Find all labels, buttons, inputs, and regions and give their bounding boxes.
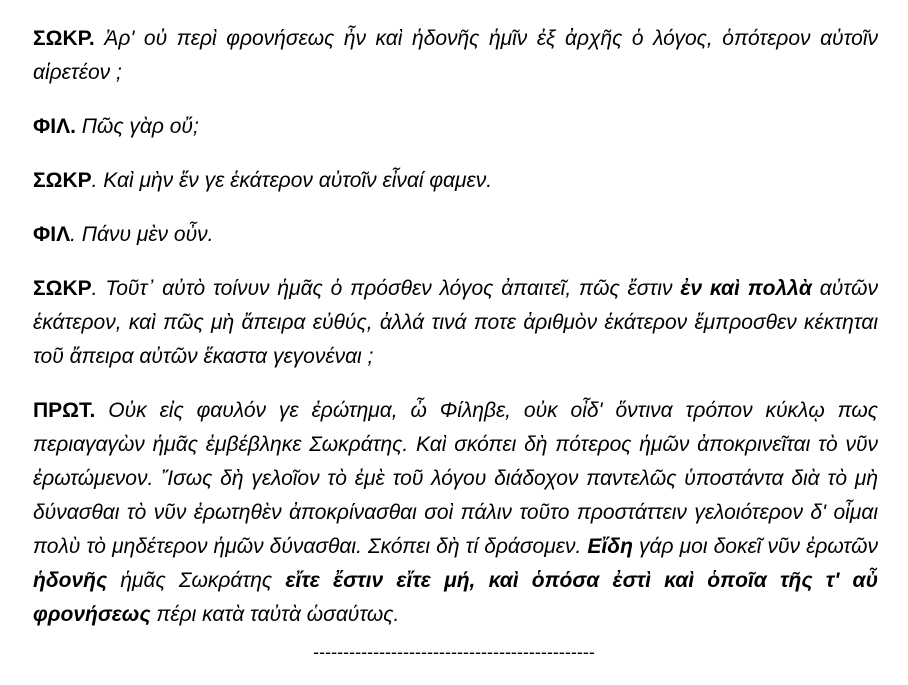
dialogue-text: . Πάνυ μὲν οὖν. xyxy=(70,223,214,246)
dialogue-paragraph xyxy=(33,394,878,632)
dialogue-paragraph xyxy=(33,272,878,374)
dialogue-text: . Τοῦτ᾽ αὐτὸ τοίνυν ἡμᾶς ὁ πρόσθεν λόγος ἀπαιτεῖ, πῶς ἔστιν xyxy=(91,277,681,300)
emphasis-text: ἡδονῆς xyxy=(33,569,108,592)
dialogue-text: Πῶς γὰρ οὔ; xyxy=(75,115,199,138)
separator-line: ----------------------------------------------- xyxy=(313,642,595,662)
speaker-name: ΦΙΛ. xyxy=(33,115,76,138)
emphasis-text: ἐν καὶ πολλὰ xyxy=(680,277,812,300)
dialogue-text: Οὐκ εἰς φαυλόν γε ἐρώτημα, ὦ Φίληβε, οὐκ οἶδ' ὅντινα τρόπον κύκλῳ πως περιαγαγὼν ἡμᾶς ἐμβέβληκε Σωκράτης. Καὶ σκόπει δὴ πότερος ἡμῶν ἀποκρινεῖται τὸ νῦν ἐρωτώμενον. Ἴσως δὴ γελοῖον τὸ ἐμὲ τοῦ λόγου διάδοχον παντελῶς ὑποστάντα διὰ τὸ μὴ δύνασθαι τὸ νῦν ἐρωτηθὲν ἀποκρίνασθαι σοὶ πάλιν τοῦτο προστάττειν γελοιότερον δ' οἶμαι πολὺ τὸ μηδέτερον ἡμῶν δύνασθαι. Σκόπει δὴ τί δράσομεν. xyxy=(33,399,878,558)
emphasis-text: εἴτε ἔστιν εἴτε μή, καὶ ὁπόσα ἐστὶ καὶ ὁποῖα τῆς τ' αὖ φρονήσεως xyxy=(33,569,878,626)
dialogue-text: πέρι κατὰ ταὐτὰ ὡσαύτως. xyxy=(150,603,400,626)
dialogue-text: . Καὶ μὴν ἕν γε ἑκάτερον αὐτοῖν εἶναί φαμεν. xyxy=(91,169,493,192)
dialogue-paragraph xyxy=(33,218,878,252)
dialogue-text: Ἀρ' οὐ περὶ φρονήσεως ἦν καὶ ἡδονῆς ἡμῖν ἐξ ἀρχῆς ὁ λόγος, ὁπότερον αὐτοῖν αἱρετέον ; xyxy=(33,27,878,84)
dialogue-text: γάρ μοι δοκεῖ νῦν ἐρωτῶν xyxy=(632,535,878,558)
dialogue-text: αὐτῶν ἑκάτερον, καὶ πῶς μὴ ἄπειρα εὐθύς, ἀλλά τινά ποτε ἀριθμὸν ἑκάτερον ἔμπροσθεν κέκτηται τοῦ ἄπειρα αὐτῶν ἕκαστα γεγονέναι ; xyxy=(33,277,878,368)
dialogue-text: ἡμᾶς Σωκράτης xyxy=(107,569,286,592)
dialogue-paragraph xyxy=(33,22,878,90)
speaker-name: ΣΩΚΡ xyxy=(33,277,92,300)
speaker-name: ΠΡΩΤ. xyxy=(33,399,96,422)
dialogue-paragraph xyxy=(33,164,878,198)
emphasis-text: Εἴδη xyxy=(587,535,633,558)
document-body xyxy=(33,22,878,652)
speaker-name: ΦΙΛ xyxy=(33,223,71,246)
speaker-name: ΣΩΚΡ xyxy=(33,169,92,192)
speaker-name: ΣΩΚΡ. xyxy=(33,27,95,50)
dialogue-paragraph xyxy=(33,110,878,144)
